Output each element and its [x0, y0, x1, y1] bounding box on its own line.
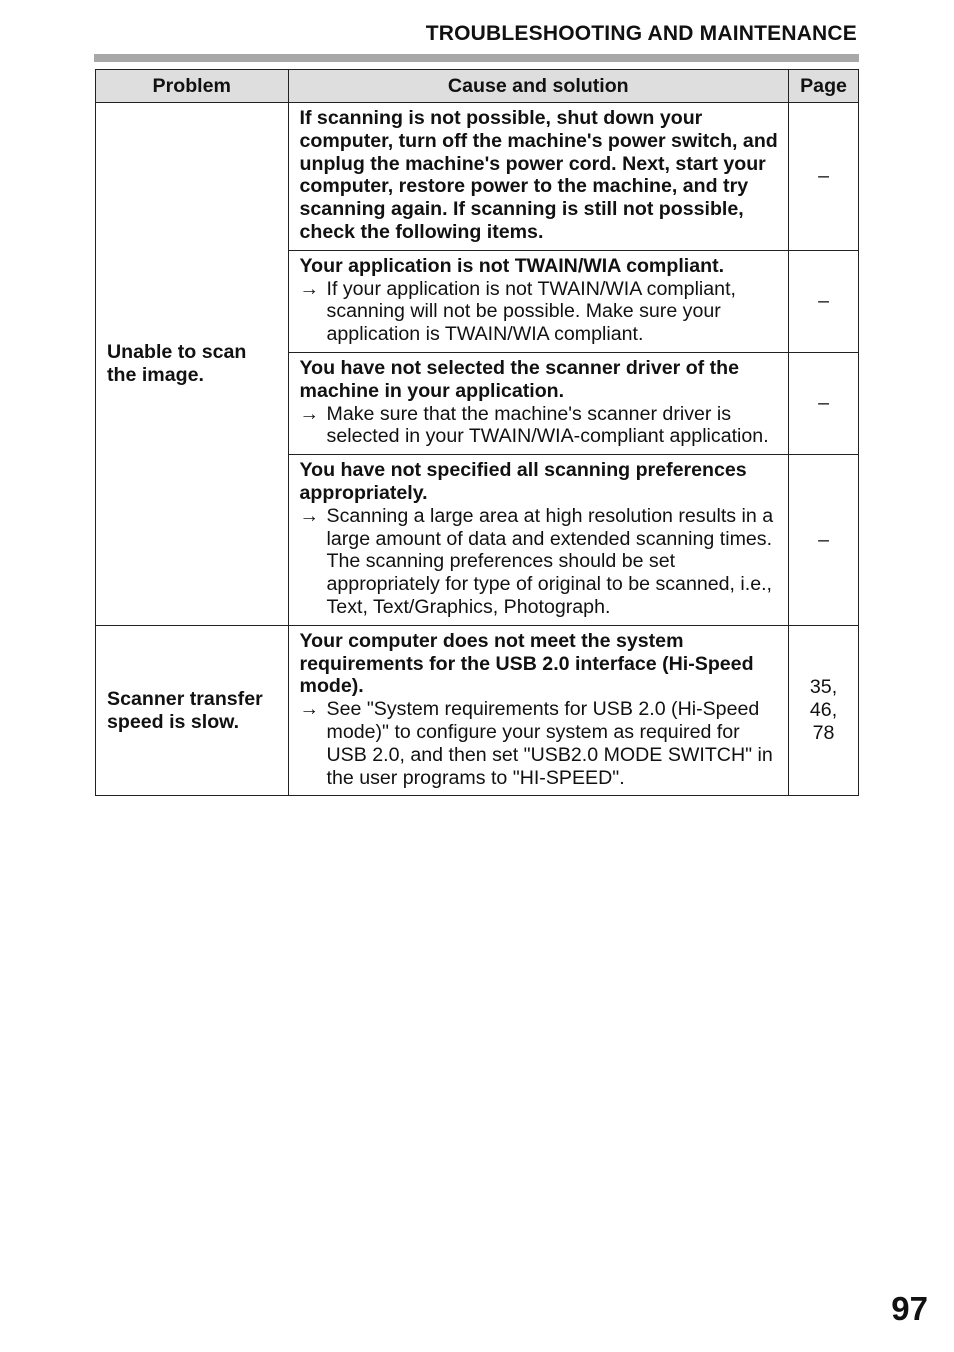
troubleshooting-table: [95, 69, 859, 796]
column-header-cause-and-solution: Cause and solution: [288, 70, 789, 103]
page-ref: 78: [812, 721, 835, 744]
solution-text: Scanning a large area at high resolution results in a large amount of data and extended scanning times. The scanning preferences should be set appropriately for type of original to be scanned, i.e., Text, Text/Graphics, Photograph.: [326, 504, 774, 618]
solution-text: See "System requirements for USB 2.0 (Hi-Speed mode)" to configure your system as required for USB 2.0, and then set "USB2.0 MODE SWITCH" in the user programs to "HI-SPEED".: [326, 698, 773, 789]
problem-cell: Scanner transfer speed is slow.: [96, 625, 289, 796]
cause-cell: [288, 103, 789, 251]
page-cell: –: [789, 455, 859, 626]
cause-text: Your application is not TWAIN/WIA compliant.: [299, 254, 725, 277]
cause-text: If scanning is not possible, shut down your computer, turn off the machine's power switch, and unplug the machine's power cord. Next, start your computer, restore power to the machine, and try scanning again. If scanning is still not possible, check the following items.: [299, 107, 778, 243]
arrow-icon: →: [299, 504, 320, 527]
arrow-icon: →: [299, 698, 320, 721]
column-header-problem: Problem: [96, 70, 289, 103]
table-row: [96, 625, 859, 796]
column-header-page: Page: [789, 70, 859, 103]
solution: [300, 403, 781, 449]
page-ref: 46,: [809, 699, 838, 722]
arrow-icon: →: [299, 277, 320, 300]
problem-cell: Unable to scan the image.: [96, 103, 289, 626]
page-cell: [789, 625, 859, 796]
cause-text: You have not specified all scanning preferences appropriately.: [299, 459, 747, 504]
cause-cell: [288, 625, 789, 796]
solution: [300, 505, 781, 619]
page-cell: –: [789, 250, 859, 352]
solution: [300, 698, 781, 789]
table-header-row: [96, 70, 859, 103]
page-number: 97: [891, 1290, 928, 1327]
solution-text: Make sure that the machine's scanner driver is selected in your TWAIN/WIA-compliant application.: [326, 402, 769, 448]
title-rule: [94, 54, 859, 62]
section-title: TROUBLESHOOTING AND MAINTENANCE: [425, 22, 857, 45]
solution-text: If your application is not TWAIN/WIA compliant, scanning will not be possible. Make sure your application is TWAIN/WIA compliant.: [326, 277, 736, 346]
solution: [300, 278, 781, 346]
arrow-icon: →: [299, 402, 320, 425]
page-ref: 35,: [809, 676, 838, 699]
cause-cell: [288, 352, 789, 454]
table-row: [96, 103, 859, 251]
page-cell: –: [789, 103, 859, 251]
page-cell: –: [789, 352, 859, 454]
cause-text: Your computer does not meet the system requirements for the USB 2.0 interface (Hi-Speed mode).: [299, 629, 754, 698]
cause-cell: [288, 250, 789, 352]
cause-text: You have not selected the scanner driver of the machine in your application.: [299, 356, 740, 402]
cause-cell: [288, 455, 789, 626]
